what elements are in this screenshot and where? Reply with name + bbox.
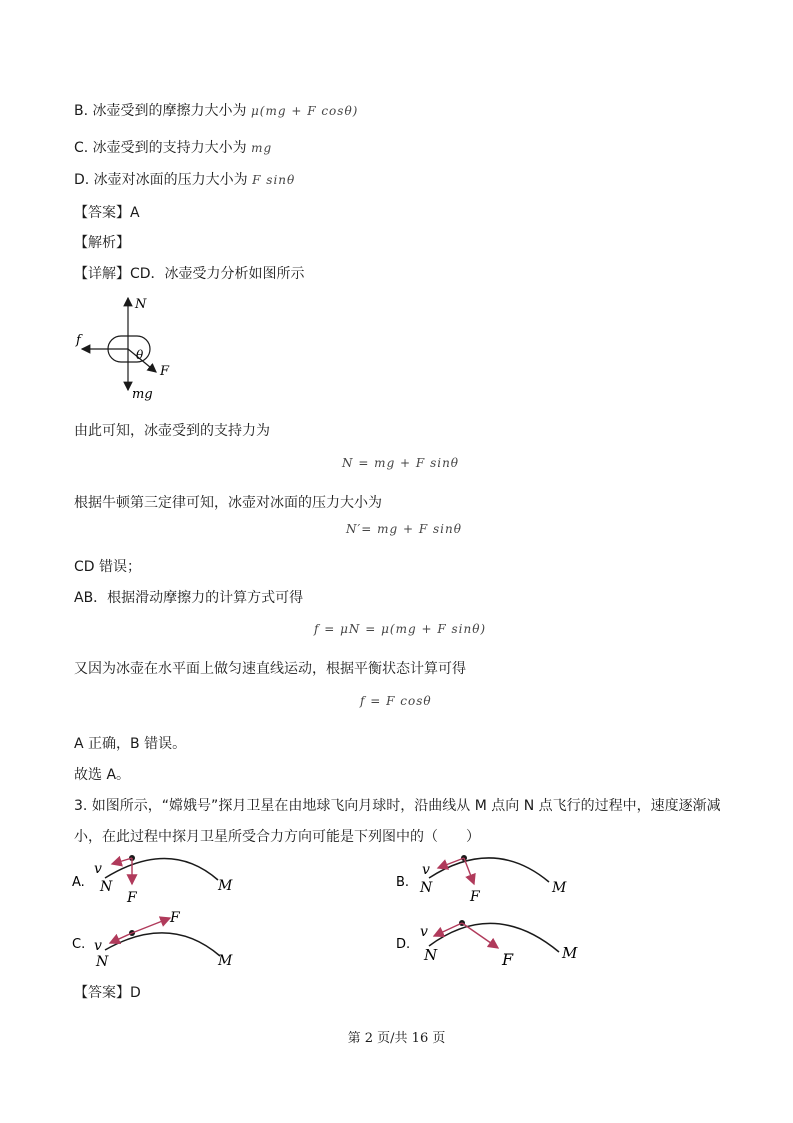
answer-1: 【答案】A	[74, 205, 140, 221]
label-F: F	[470, 889, 480, 905]
q3-option-a	[70, 848, 260, 908]
label-F: F	[127, 890, 137, 906]
label-M: M	[218, 878, 233, 894]
label-theta: θ	[136, 348, 144, 362]
choose-line: 故选 A。	[74, 767, 131, 783]
equation-2: N′= mg + F sinθ	[346, 522, 462, 536]
option-c-formula: mg	[251, 141, 273, 155]
label-N: N	[135, 297, 147, 312]
label-f: f	[76, 333, 81, 348]
option-c-text: C. 冰壶受到的支持力大小为	[74, 140, 247, 156]
option-d-text: D. 冰壶对冰面的压力大小为	[74, 172, 248, 188]
newton-line: 根据牛顿第三定律可知，冰壶对冰面的压力大小为	[74, 495, 382, 511]
label-v: v	[420, 924, 428, 940]
force-arrow	[464, 858, 474, 884]
page-footer: 第 2 页/共 16 页	[347, 1031, 446, 1046]
label-M: M	[562, 944, 578, 962]
force-diagram	[70, 290, 180, 405]
equation-1: N = mg + F sinθ	[342, 456, 460, 470]
option-b-fig-label: B.	[396, 875, 410, 890]
detail-line: 【详解】CD．冰壶受力分析如图所示	[74, 266, 305, 282]
cd-wrong: CD 错误；	[74, 559, 142, 575]
support-line: 由此可知，冰壶受到的支持力为	[74, 423, 270, 439]
label-N: N	[420, 880, 433, 896]
q3-option-b	[394, 848, 584, 908]
a-correct: A 正确，B 错误。	[74, 736, 187, 752]
velocity-arrow	[112, 858, 132, 864]
option-b	[74, 100, 358, 120]
q3-option-d	[394, 908, 594, 970]
option-d-fig-label: D.	[396, 937, 411, 952]
uniform-line: 又因为冰壶在水平面上做匀速直线运动，根据平衡状态计算可得	[74, 661, 466, 677]
label-M: M	[218, 953, 233, 969]
label-N: N	[100, 879, 113, 895]
label-F: F	[502, 950, 514, 969]
label-N: N	[96, 954, 109, 970]
label-N: N	[424, 946, 438, 964]
force-arrow	[462, 923, 498, 948]
answer-3: 【答案】D	[74, 985, 141, 1001]
equation-4: f = F cosθ	[360, 694, 432, 708]
option-a-label: A.	[72, 875, 85, 890]
option-c	[74, 137, 272, 157]
q3-option-c	[70, 908, 260, 970]
option-d-formula: F sinθ	[252, 173, 296, 187]
label-mg: mg	[132, 387, 153, 402]
force-arrow	[132, 918, 170, 933]
label-F: F	[160, 364, 170, 379]
q3-line-2: 小，在此过程中探月卫星所受合力方向可能是下列图中的（ ）	[74, 829, 480, 845]
analysis-label: 【解析】	[74, 235, 130, 251]
ab-line: AB．根据滑动摩擦力的计算方式可得	[74, 590, 304, 606]
option-b-formula: μ(mg + F cosθ)	[250, 104, 359, 118]
q3-line-1: 3. 如图所示，“嫦娥号”探月卫星在由地球飞向月球时，沿曲线从 M 点向 N 点飞行的过程中，速度逐渐减	[74, 798, 721, 814]
label-F: F	[170, 910, 180, 926]
equation-3: f = μN = μ(mg + F sinθ)	[314, 622, 487, 636]
option-d	[74, 169, 295, 189]
label-M: M	[552, 880, 567, 896]
label-v: v	[422, 862, 430, 878]
label-v: v	[94, 938, 102, 954]
option-c-fig-label: C.	[72, 937, 86, 952]
option-b-text: B. 冰壶受到的摩擦力大小为	[74, 103, 247, 119]
label-v: v	[94, 861, 102, 877]
